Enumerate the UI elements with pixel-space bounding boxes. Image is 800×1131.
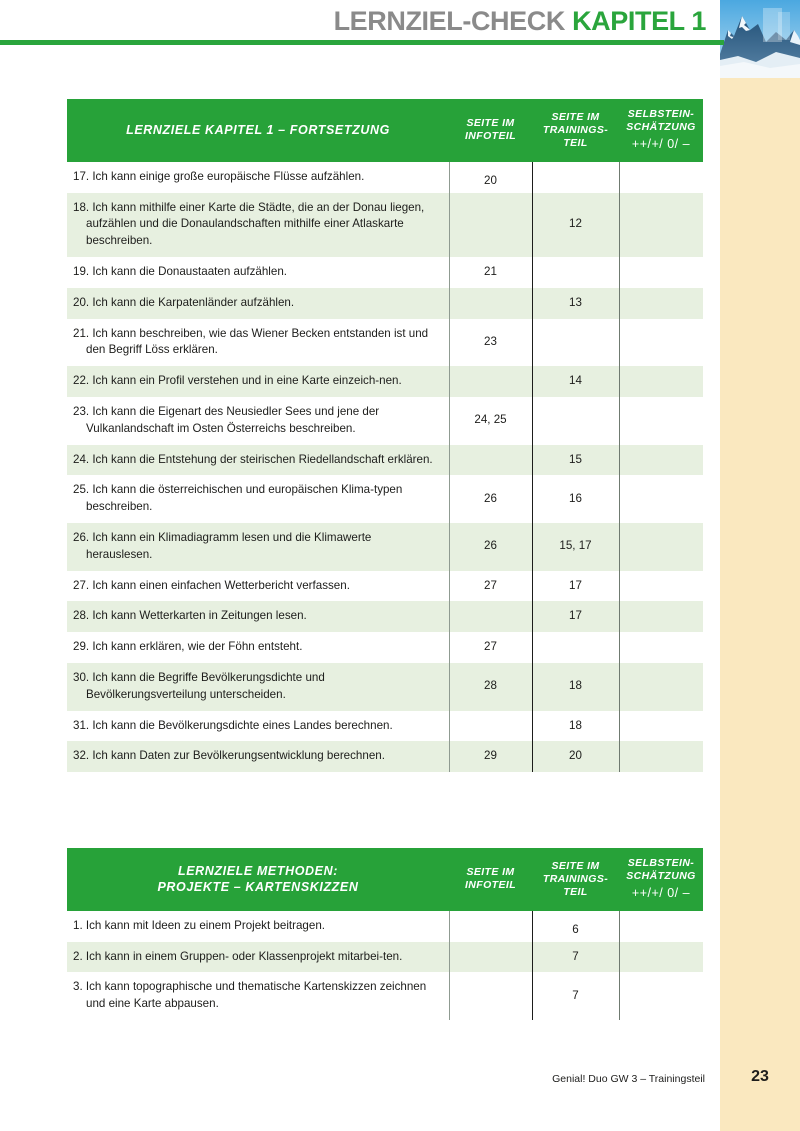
header-train-line3: TEIL: [563, 886, 588, 898]
goal-text: 21. Ich kann beschreiben, wie das Wiener Becken entstanden ist und den Begriff Löss erklären.: [67, 319, 449, 367]
learning-goals-table-continuation: [67, 99, 703, 772]
sidebar-color-band: [720, 78, 800, 1131]
goal-text: 32. Ich kann Daten zur Bevölkerungsentwicklung berechnen.: [67, 741, 449, 772]
header-self-assessment: [619, 99, 703, 162]
self-assessment-cell[interactable]: [619, 711, 703, 742]
page-title-primary: LERNZIEL-CHECK: [333, 6, 573, 36]
learning-goals-table-methods: [67, 848, 703, 1020]
header-methods-line1: LERNZIELE METHODEN:: [177, 863, 338, 878]
header-train-line1: SEITE IM: [551, 110, 600, 123]
goal-text: 28. Ich kann Wetterkarten in Zeitungen lesen.: [67, 601, 449, 632]
self-assessment-cell[interactable]: [619, 193, 703, 257]
goal-text: 2. Ich kann in einem Gruppen- oder Klassenprojekt mitarbei-ten.: [67, 942, 449, 973]
table-row: [67, 366, 703, 397]
header-train-line2: TRAININGS-: [542, 123, 609, 136]
header-self-line2: SCHÄTZUNG: [626, 121, 696, 134]
goal-text: 18. Ich kann mithilfe einer Karte die Städte, die an der Donau liegen, aufzählen und die Donaulandschaften mithilfe einer Atlaskarte beschreiben.: [67, 193, 449, 257]
header-methods-title: [67, 848, 449, 911]
header-training-page: [532, 99, 619, 162]
table-row: [67, 397, 703, 445]
self-assessment-cell[interactable]: [619, 257, 703, 288]
header-info-line2: INFOTEIL: [464, 130, 517, 143]
table-row: [67, 711, 703, 742]
header-self-line1: SELBSTEIN-: [627, 108, 695, 120]
goal-text: 25. Ich kann die österreichischen und europäischen Klima-typen beschreiben.: [67, 475, 449, 523]
goal-text: 17. Ich kann einige große europäische Flüsse aufzählen.: [67, 162, 449, 193]
self-assessment-cell[interactable]: [619, 632, 703, 663]
self-assessment-cell[interactable]: [619, 972, 703, 1020]
table-row: [67, 523, 703, 571]
training-page-cell: 15: [532, 445, 619, 476]
info-page-cell: 28: [449, 663, 532, 711]
header-info-line2: INFOTEIL: [464, 879, 517, 892]
info-page-cell: 26: [449, 523, 532, 571]
self-assessment-cell[interactable]: [619, 942, 703, 973]
header-train-line1: SEITE IM: [551, 859, 600, 872]
training-page-cell: [532, 257, 619, 288]
training-page-cell: 7: [532, 972, 619, 1020]
table-row: [67, 972, 703, 1020]
header-info-line1: SEITE IM: [466, 866, 515, 879]
self-assessment-cell[interactable]: [619, 523, 703, 571]
header-self-assessment: [619, 848, 703, 911]
info-page-cell: 26: [449, 475, 532, 523]
goal-text: 24. Ich kann die Entstehung der steirischen Riedellandschaft erklären.: [67, 445, 449, 476]
info-page-cell: [449, 711, 532, 742]
header-methods-line2: PROJEKTE – KARTENSKIZZEN: [157, 880, 359, 895]
table-row: [67, 942, 703, 973]
info-page-cell: 27: [449, 571, 532, 602]
training-page-cell: 16: [532, 475, 619, 523]
self-assessment-cell[interactable]: [619, 911, 703, 942]
info-page-cell: [449, 288, 532, 319]
goal-text: 29. Ich kann erklären, wie der Föhn entsteht.: [67, 632, 449, 663]
info-page-cell: [449, 193, 532, 257]
self-assessment-cell[interactable]: [619, 366, 703, 397]
training-page-cell: 6: [532, 911, 619, 942]
self-assessment-cell[interactable]: [619, 601, 703, 632]
table-row: [67, 193, 703, 257]
training-page-cell: [532, 162, 619, 193]
table-header-row: [67, 848, 703, 911]
header-info-line1: SEITE IM: [466, 117, 515, 130]
training-page-cell: 18: [532, 663, 619, 711]
self-assessment-cell[interactable]: [619, 397, 703, 445]
info-page-cell: [449, 972, 532, 1020]
training-page-cell: 14: [532, 366, 619, 397]
header-train-line2: TRAININGS-: [542, 872, 609, 885]
page-title: [334, 8, 706, 35]
self-assessment-scale: ++/+/ 0/ –: [631, 886, 691, 901]
info-page-cell: 20: [449, 162, 532, 193]
info-page-cell: 29: [449, 741, 532, 772]
table-row: [67, 632, 703, 663]
page-header: [0, 0, 724, 56]
self-assessment-cell[interactable]: [619, 475, 703, 523]
header-self-line1: SELBSTEIN-: [627, 857, 695, 869]
training-page-cell: 17: [532, 601, 619, 632]
table-row: [67, 288, 703, 319]
page-title-chapter: KAPITEL 1: [572, 6, 706, 36]
goal-text: 23. Ich kann die Eigenart des Neusiedler Sees und jene der Vulkanlandschaft im Osten Österreichs beschreiben.: [67, 397, 449, 445]
training-page-cell: 7: [532, 942, 619, 973]
table-row: [67, 445, 703, 476]
self-assessment-scale: ++/+/ 0/ –: [631, 137, 691, 152]
goal-text: 30. Ich kann die Begriffe Bevölkerungsdichte und Bevölkerungsverteilung unterscheiden.: [67, 663, 449, 711]
self-assessment-cell[interactable]: [619, 663, 703, 711]
header-divider-rule: [0, 40, 724, 45]
info-page-cell: [449, 601, 532, 632]
info-page-cell: 24, 25: [449, 397, 532, 445]
header-training-page: [532, 848, 619, 911]
table-row: [67, 319, 703, 367]
training-page-cell: 13: [532, 288, 619, 319]
table-row: [67, 162, 703, 193]
self-assessment-cell[interactable]: [619, 571, 703, 602]
table-header-row: [67, 99, 703, 162]
info-page-cell: 23: [449, 319, 532, 367]
training-page-cell: 20: [532, 741, 619, 772]
info-page-cell: [449, 942, 532, 973]
table-row: [67, 475, 703, 523]
self-assessment-cell[interactable]: [619, 445, 703, 476]
footer-source-line: Genial! Duo GW 3 – Trainingsteil: [552, 1073, 705, 1085]
self-assessment-cell[interactable]: [619, 741, 703, 772]
goal-text: 26. Ich kann ein Klimadiagramm lesen und die Klimawerte herauslesen.: [67, 523, 449, 571]
table-row: [67, 571, 703, 602]
goal-text: 22. Ich kann ein Profil verstehen und in eine Karte einzeich-nen.: [67, 366, 449, 397]
header-info-page: [449, 99, 532, 162]
header-goals-title: LERNZIELE KAPITEL 1 – FORTSETZUNG: [67, 99, 449, 162]
page-number: 23: [751, 1068, 769, 1085]
self-assessment-cell[interactable]: [619, 288, 703, 319]
training-page-cell: 18: [532, 711, 619, 742]
training-page-cell: [532, 319, 619, 367]
training-page-cell: [532, 632, 619, 663]
header-info-page: [449, 848, 532, 911]
goal-text: 19. Ich kann die Donaustaaten aufzählen.: [67, 257, 449, 288]
table-row: [67, 257, 703, 288]
table-row: [67, 741, 703, 772]
table-row: [67, 911, 703, 942]
self-assessment-cell[interactable]: [619, 162, 703, 193]
info-page-cell: [449, 911, 532, 942]
training-page-cell: [532, 397, 619, 445]
info-page-cell: 21: [449, 257, 532, 288]
header-self-line2: SCHÄTZUNG: [626, 870, 696, 883]
goal-text: 31. Ich kann die Bevölkerungsdichte eines Landes berechnen.: [67, 711, 449, 742]
table-row: [67, 663, 703, 711]
self-assessment-cell[interactable]: [619, 319, 703, 367]
goal-text: 27. Ich kann einen einfachen Wetterbericht verfassen.: [67, 571, 449, 602]
goal-text: 20. Ich kann die Karpatenländer aufzählen.: [67, 288, 449, 319]
table-row: [67, 601, 703, 632]
training-page-cell: 15, 17: [532, 523, 619, 571]
info-page-cell: [449, 445, 532, 476]
info-page-cell: 27: [449, 632, 532, 663]
goal-text: 1. Ich kann mit Ideen zu einem Projekt beitragen.: [67, 911, 449, 942]
goal-text: 3. Ich kann topographische und thematische Kartenskizzen zeichnen und eine Karte abpausen.: [67, 972, 449, 1020]
info-page-cell: [449, 366, 532, 397]
header-train-line3: TEIL: [563, 137, 588, 149]
training-page-cell: 17: [532, 571, 619, 602]
mountain-photo: [720, 0, 800, 78]
training-page-cell: 12: [532, 193, 619, 257]
